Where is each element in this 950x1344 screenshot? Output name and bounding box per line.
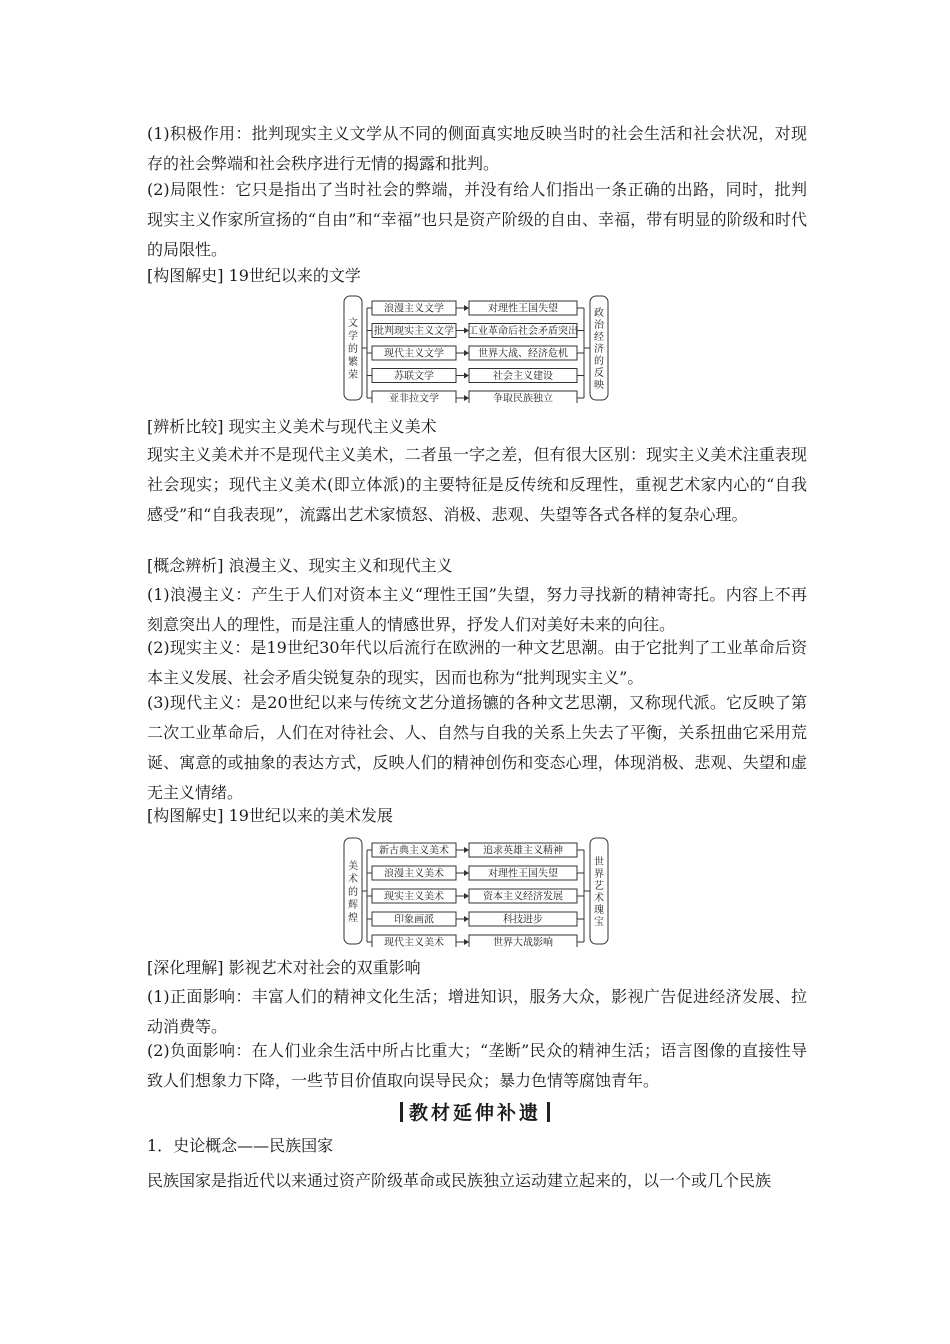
left-label-char: 学 xyxy=(348,331,358,342)
row-right-label: 争取民族独立 xyxy=(493,393,553,403)
right-label-char: 艺 xyxy=(594,881,604,892)
row-arrow-head xyxy=(464,847,469,853)
paragraph-modernism: (3)现代主义：是20世纪以来与传统文艺分道扬镳的各种文艺思潮，又称现代派。它反映了第二次工业革命后，人们在对待社会、人、自然与自我的关系上失去了平衡，关系扭曲它采用荒诞、寓意的或抽象的表达方式，反映人们的精神创伤和变态心理，体现消极、悲观、失望和虚无主义情绪。 xyxy=(147,693,807,802)
paragraph-limitation: (2)局限性：它只是指出了当时社会的弊端，并没有给人们指出一条正确的出路，同时，批判现实主义作家所宣扬的“自由”和“幸福”也只是资产阶级的自由、幸福，带有明显的阶级和时代的局限性。 xyxy=(147,180,807,259)
left-label-char: 煌 xyxy=(348,913,358,924)
right-label-char: 济 xyxy=(594,344,604,355)
row-right-label: 资本主义经济发展 xyxy=(483,891,563,903)
left-label-char: 术 xyxy=(348,874,358,885)
right-label-char: 瑰 xyxy=(594,905,604,916)
row-left-label: 现代主义美术 xyxy=(384,937,444,947)
right-label-char: 的 xyxy=(594,356,604,367)
right-label-char: 政 xyxy=(594,308,604,319)
row-left-label: 新古典主义美术 xyxy=(379,845,449,857)
left-label-char: 荣 xyxy=(348,370,358,381)
row-arrow-head xyxy=(464,916,469,922)
row-left-label: 浪漫主义美术 xyxy=(384,868,444,880)
row-right-label: 社会主义建设 xyxy=(493,371,553,382)
left-label-char: 辉 xyxy=(348,900,358,911)
row-arrow-head xyxy=(464,373,469,379)
row-right-label: 工业革命后社会矛盾突出 xyxy=(468,326,578,337)
right-label-char: 界 xyxy=(594,869,604,880)
row-arrow-head xyxy=(464,893,469,899)
left-label-char: 繁 xyxy=(348,357,358,368)
right-label-char: 世 xyxy=(594,857,604,868)
row-arrow-head xyxy=(464,939,469,945)
row-right-label: 科技进步 xyxy=(503,914,543,926)
banner-bar-right xyxy=(547,1102,550,1122)
row-arrow-head xyxy=(464,395,469,401)
row-right-label: 对理性王国失望 xyxy=(488,868,558,880)
heading-film-impact: [深化理解] 影视艺术对社会的双重影响 xyxy=(147,958,421,977)
row-left-label: 批判现实主义文学 xyxy=(374,326,454,337)
heading-literature-diagram: [构图解史] 19世纪以来的文学 xyxy=(147,266,361,285)
row-right-label: 世界大战、经济危机 xyxy=(478,348,568,360)
row-left-label: 浪漫主义文学 xyxy=(384,303,444,315)
banner-bar-left xyxy=(400,1102,403,1122)
right-label-char: 宝 xyxy=(594,917,604,928)
left-label-char: 的 xyxy=(348,344,358,355)
right-label-char: 反 xyxy=(594,368,604,379)
row-right-label: 对理性王国失望 xyxy=(488,303,558,315)
paragraph-negative-impact: (2)负面影响：在人们业余生活中所占比重大；“垄断”民众的精神生活；语言图像的直接性导致人们想象力下降，一些节目价值取向误导民众；暴力色情等腐蚀青年。 xyxy=(147,1041,807,1090)
paragraph-realism: (2)现实主义：是19世纪30年代以后流行在欧洲的一种文艺思潮。由于它批判了工业革命后资本主义发展、社会矛盾尖锐复杂的现实，因而也称为“批判现实主义”。 xyxy=(147,638,807,687)
right-label-char: 术 xyxy=(594,893,604,904)
paragraph-nation-state: 民族国家是指近代以来通过资产阶级革命或民族独立运动建立起来的，以一个或几个民族 xyxy=(147,1171,772,1190)
left-label-char: 文 xyxy=(348,318,358,329)
right-label-char: 经 xyxy=(594,332,604,343)
paragraph-positive-role: (1)积极作用：批判现实主义文学从不同的侧面真实地反映当时的社会生活和社会状况，对现存的社会弊端和社会秩序进行无情的揭露和批判。 xyxy=(147,124,807,173)
left-label-char: 的 xyxy=(348,887,358,898)
section-banner xyxy=(365,1098,585,1128)
paragraph-positive-impact: (1)正面影响：丰富人们的精神文化生活；增进知识，服务大众，影视广告促进经济发展、拉动消费等。 xyxy=(147,987,807,1036)
banner-title: 教材延伸补遗 xyxy=(408,1102,541,1124)
paragraph-art-comparison: 现实主义美术并不是现代主义美术，二者虽一字之差，但有很大区别：现实主义美术注重表现社会现实；现代主义美术(即立体派)的主要特征是反传统和反理性，重视艺术家内心的“自我感受”和“自我表现”，流露出艺术家愤怒、消极、悲观、失望等各式各样的复杂心理。 xyxy=(147,445,807,524)
row-right-label: 世界大战影响 xyxy=(493,937,553,947)
row-left-label: 现代主义文学 xyxy=(384,348,444,360)
row-left-label: 印象画派 xyxy=(394,914,434,926)
art-diagram xyxy=(343,835,609,947)
row-left-label: 亚非拉文学 xyxy=(389,393,439,403)
row-left-label: 苏联文学 xyxy=(394,371,434,382)
literature-diagram xyxy=(343,293,609,403)
row-left-label: 现实主义美术 xyxy=(384,891,444,903)
paragraph-romanticism: (1)浪漫主义：产生于人们对资本主义“理性王国”失望，努力寻找新的精神寄托。内容上不再刻意突出人的理性，而是注重人的情感世界，抒发人们对美好未来的向往。 xyxy=(147,585,807,634)
row-arrow-head xyxy=(464,870,469,876)
heading-concepts: [概念辨析] 浪漫主义、现实主义和现代主义 xyxy=(147,556,453,575)
heading-compare-art: [辨析比较] 现实主义美术与现代主义美术 xyxy=(147,417,437,436)
row-arrow-head xyxy=(464,350,469,356)
right-label-char: 映 xyxy=(594,380,604,391)
row-right-label: 追求英雄主义精神 xyxy=(483,845,563,857)
row-arrow-head xyxy=(464,305,469,311)
heading-nation-state: 1．史论概念——民族国家 xyxy=(147,1136,334,1155)
right-label-char: 治 xyxy=(594,320,604,331)
heading-art-diagram: [构图解史] 19世纪以来的美术发展 xyxy=(147,806,393,825)
left-label-char: 美 xyxy=(348,861,358,872)
